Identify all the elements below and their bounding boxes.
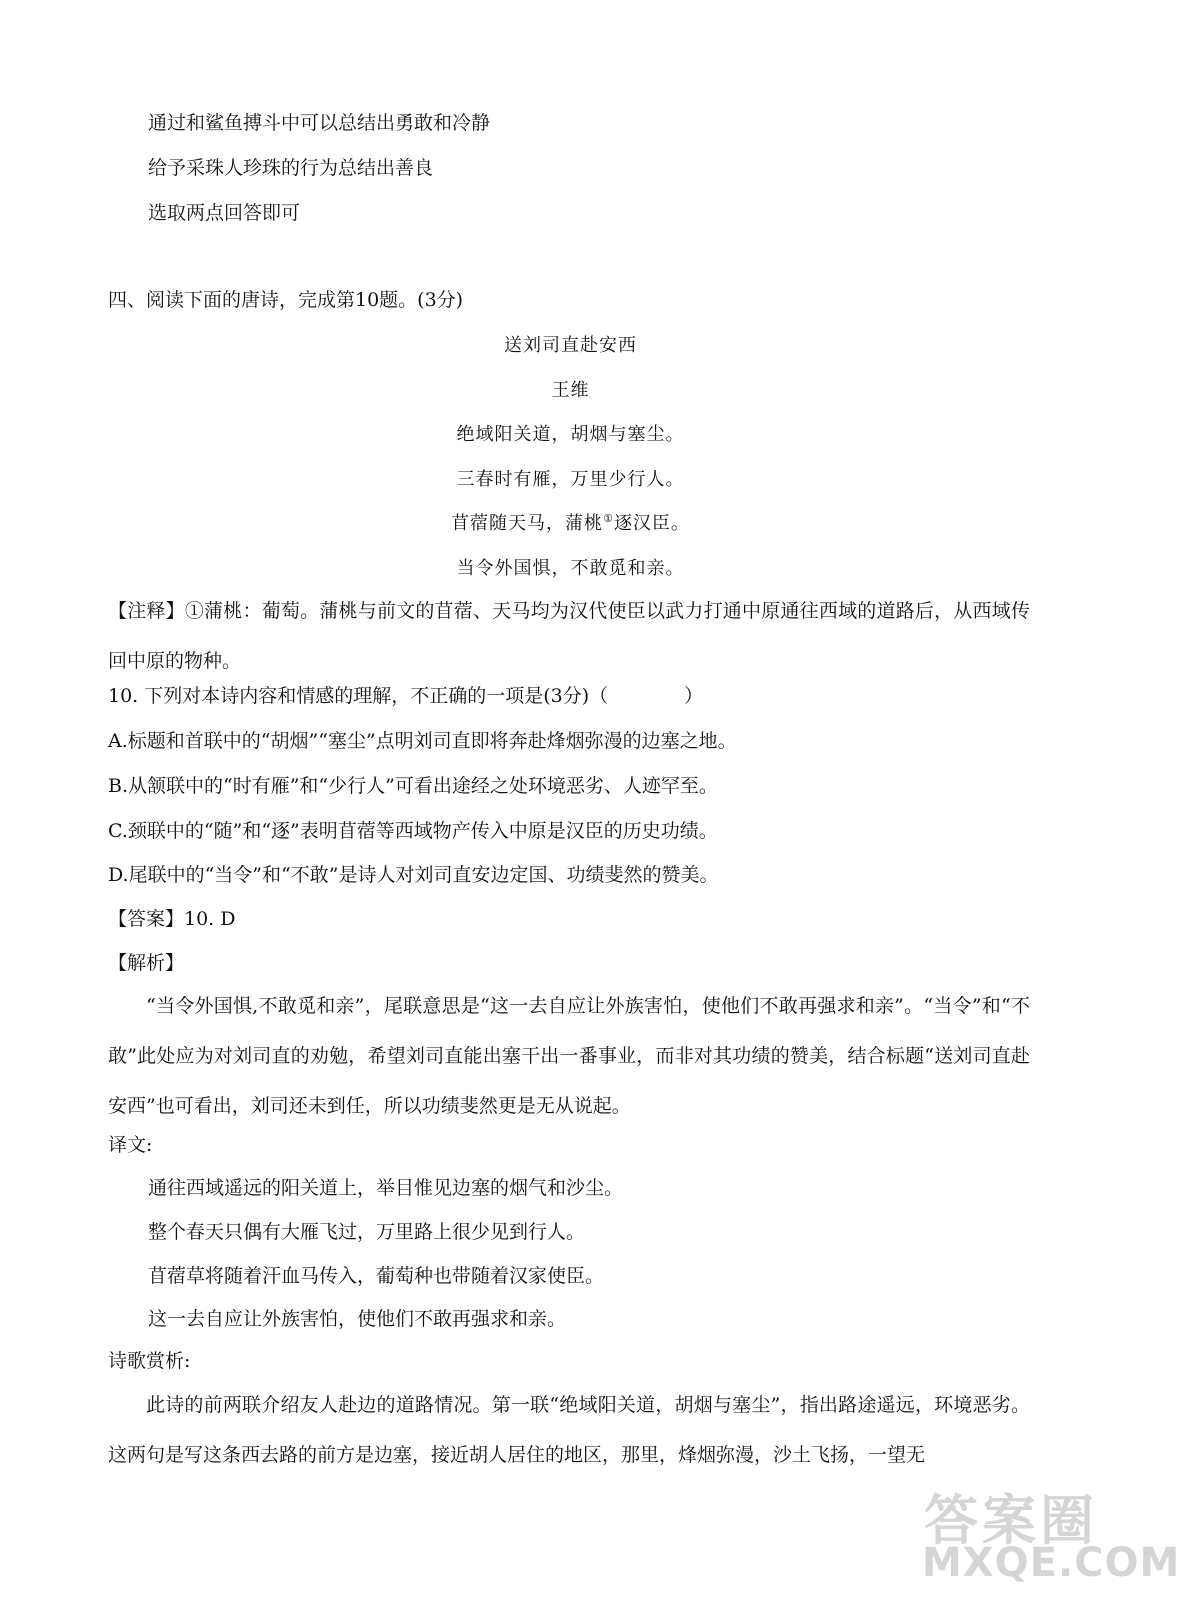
question-stem: 10. 下列对本诗内容和情感的理解，不正确的一项是(3分)（ ）	[108, 685, 704, 707]
translation-line-3: 苜蓿草将随着汗血马传入，葡萄种也带随着汉家使臣。	[148, 1265, 605, 1287]
translation-line-2: 整个春天只偶有大雁飞过，万里路上很少见到行人。	[148, 1221, 586, 1243]
summary-line-1: 通过和鲨鱼搏斗中可以总结出勇敢和冷静	[148, 112, 491, 134]
poem-line-4: 当令外国惧，不敢觅和亲。	[456, 558, 685, 579]
option-a: A.标题和首联中的“胡烟”“塞尘”点明刘司直即将奔赴烽烟弥漫的边塞之地。	[108, 730, 737, 752]
appreciation-label: 诗歌赏析:	[108, 1350, 191, 1372]
poem-author: 王维	[551, 380, 590, 401]
poem-line-1: 绝域阳关道，胡烟与塞尘。	[456, 424, 685, 445]
option-d: D.尾联中的“当令”和“不敢”是诗人对刘司直安边定国、功绩斐然的赞美。	[108, 864, 719, 886]
poem-line-3-head: 苜蓿随天马，蒲桃	[451, 513, 604, 534]
note-mark: ①	[603, 512, 614, 525]
poem-line-2: 三春时有雁，万里少行人。	[456, 469, 685, 490]
analysis-paragraph: “当令外国惧,不敢觅和亲”，尾联意思是“这一去自应让外族害怕，使他们不敢再强求和亲”。“当令”和“不敢”此处应为对刘司直的劝勉，希望刘司直能出塞干出一番事业，而非对其功绩的赞美，结合标题“送刘司直赴安西”也可看出，刘司还未到任，所以功绩斐然更是无从说起。	[108, 995, 1030, 1117]
poem-line-3-tail: 逐汉臣。	[613, 513, 690, 534]
option-b: B.从颔联中的“时有雁”和“少行人”可看出途经之处环境恶劣、人迹罕至。	[108, 775, 718, 797]
summary-line-3: 选取两点回答即可	[148, 202, 301, 224]
translation-line-4: 这一去自应让外族害怕，使他们不敢再强求和亲。	[148, 1308, 567, 1330]
summary-line-2: 给予采珠人珍珠的行为总结出善良	[148, 157, 434, 179]
appreciation-paragraph: 此诗的前两联介绍友人赴边的道路情况。第一联“绝域阳关道，胡烟与塞尘”，指出路途遥远，环境恶劣。这两句是写这条西去路的前方是边塞，接近胡人居住的地区，那里，烽烟弥漫，沙土飞扬，一望无	[108, 1394, 1030, 1466]
option-c: C.颈联中的“随”和“逐”表明苜蓿等西域物产传入中原是汉臣的历史功绩。	[108, 820, 718, 842]
watermark	[918, 1478, 1180, 1590]
analysis-label: 【解析】	[108, 952, 185, 974]
watermark-top: 答案圈	[924, 1489, 1098, 1552]
answer-line: 【答案】10. D	[108, 908, 236, 930]
section-heading: 四、阅读下面的唐诗，完成第10题。(3分)	[108, 289, 464, 311]
poem-title: 送刘司直赴安西	[504, 335, 637, 356]
watermark-bottom: MXQE.COM	[922, 1540, 1180, 1586]
translation-label: 译文:	[108, 1134, 153, 1156]
translation-line-1: 通往西域遥远的阳关道上，举目惟见边塞的烟气和沙尘。	[148, 1177, 624, 1199]
poem-line-3	[0, 511, 1141, 537]
note-paragraph: 【注释】①蒲桃：葡萄。蒲桃与前文的苜蓿、天马均为汉代使臣以武力打通中原通往西域的道路后，从西域传回中原的物种。	[108, 600, 1030, 672]
